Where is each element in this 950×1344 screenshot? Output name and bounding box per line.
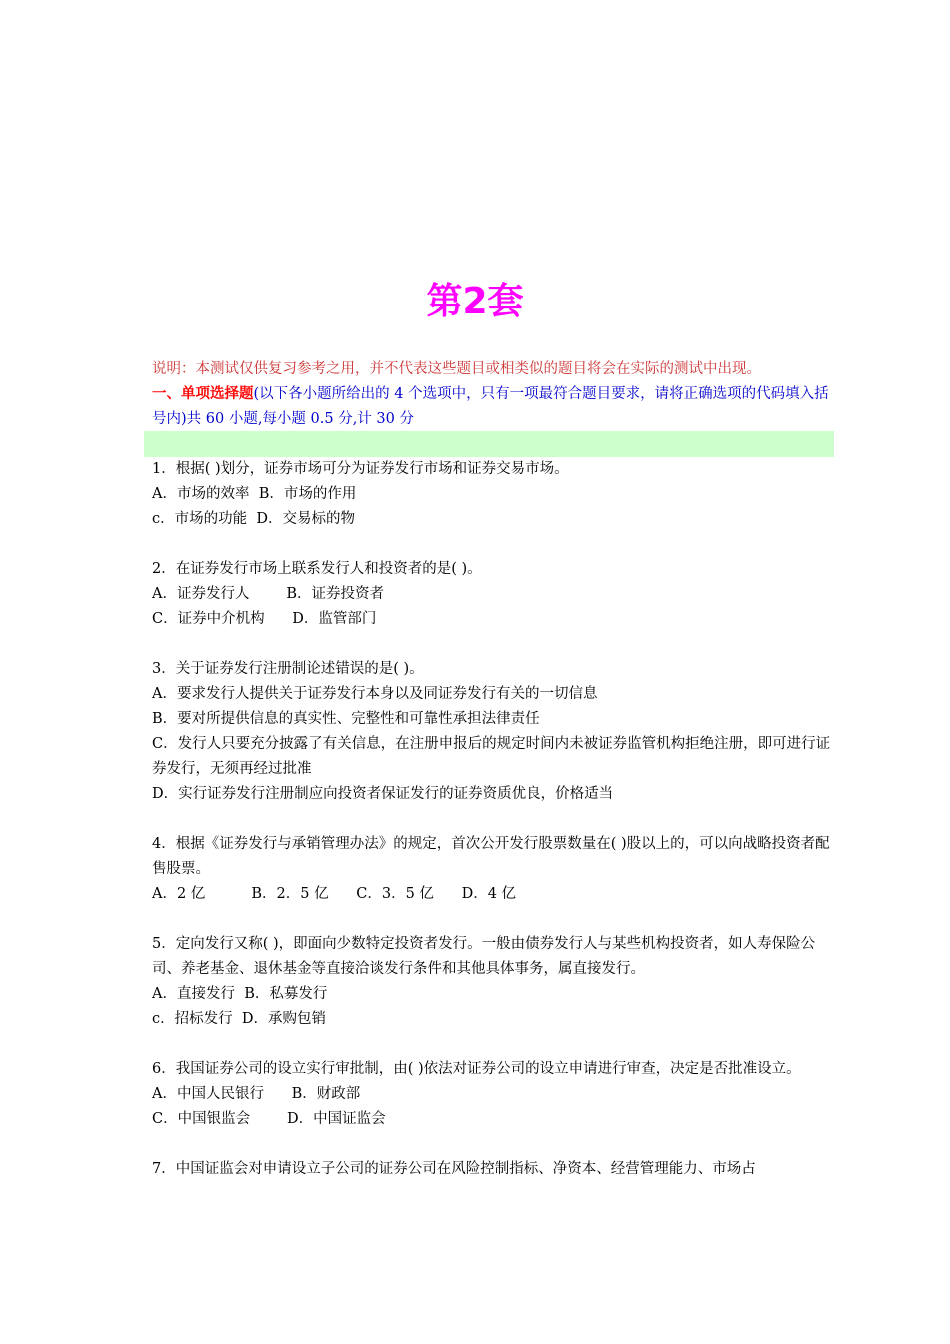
option-row: B．要对所提供信息的真实性、完整性和可靠性承担法律责任	[152, 711, 540, 727]
question-text: 5．定向发行又称( )，即面向少数特定投资者发行。一般由债券发行人与某些机构投资者，如人寿保险公司、养老基金、退休基金等直接洽谈发行条件和其他具体事务，属直接发行。	[152, 936, 816, 977]
question-text: 1．根据( )划分，证券市场可分为证券发行市场和证券交易市场。	[152, 461, 569, 477]
question-6	[152, 1057, 832, 1132]
question-2	[152, 557, 832, 632]
question-4	[152, 832, 832, 907]
option-row: C．证券中介机构 D．监管部门	[152, 611, 377, 627]
question-text: 3．关于证券发行注册制论述错误的是( )。	[152, 661, 424, 677]
option-row: C．发行人只要充分披露了有关信息，在注册申报后的规定时间内未被证券监管机构拒绝注册，即可进行证券发行，无须再经过批准	[152, 736, 831, 777]
question-7	[152, 1157, 832, 1182]
highlight-bar	[144, 431, 834, 457]
option-row: A．要求发行人提供关于证券发行本身以及同证券发行有关的一切信息	[152, 686, 598, 702]
question-text: 7．中国证监会对申请设立子公司的证券公司在风险控制指标、净资本、经营管理能力、市场占	[152, 1161, 756, 1177]
option-row: C．中国银监会 D．中国证监会	[152, 1111, 386, 1127]
section-heading-description: (以下各小题所给出的 4 个选项中，只有一项最符合题目要求，请将正确选项的代码填入括号内)共 60 小题,每小题 0.5 分,计 30 分	[152, 386, 829, 427]
option-row: c．市场的功能 D．交易标的物	[152, 511, 355, 527]
option-row: A．市场的效率 B．市场的作用	[152, 486, 357, 502]
question-text: 2．在证券发行市场上联系发行人和投资者的是( )。	[152, 561, 482, 577]
section-heading-title: 一、单项选择题	[152, 386, 254, 402]
option-row: A．中国人民银行 B．财政部	[152, 1086, 361, 1102]
question-1	[152, 457, 832, 532]
option-row: A．2 亿 B．2．5 亿 C．3．5 亿 D．4 亿	[152, 886, 517, 902]
option-row: A．证券发行人 B．证券投资者	[152, 586, 384, 602]
question-5	[152, 932, 832, 1032]
section-heading	[152, 382, 837, 432]
page-title: 第2套	[426, 281, 524, 322]
intro	[152, 357, 837, 432]
option-row: c．招标发行 D．承购包销	[152, 1011, 326, 1027]
question-text: 6．我国证券公司的设立实行审批制，由( )依法对证券公司的设立申请进行审查，决定是否批准设立。	[152, 1061, 801, 1077]
question-text: 4．根据《证券发行与承销管理办法》的规定，首次公开发行股票数量在( )股以上的，可以向战略投资者配售股票。	[152, 836, 830, 877]
disclaimer-note: 说明：本测试仅供复习参考之用，并不代表这些题目或相类似的题目将会在实际的测试中出现。	[152, 361, 761, 377]
question-3	[152, 657, 832, 807]
option-row: D．实行证券发行注册制应向投资者保证发行的证券资质优良，价格适当	[152, 786, 614, 802]
option-row: A．直接发行 B．私募发行	[152, 986, 328, 1002]
question-list	[152, 457, 832, 1182]
